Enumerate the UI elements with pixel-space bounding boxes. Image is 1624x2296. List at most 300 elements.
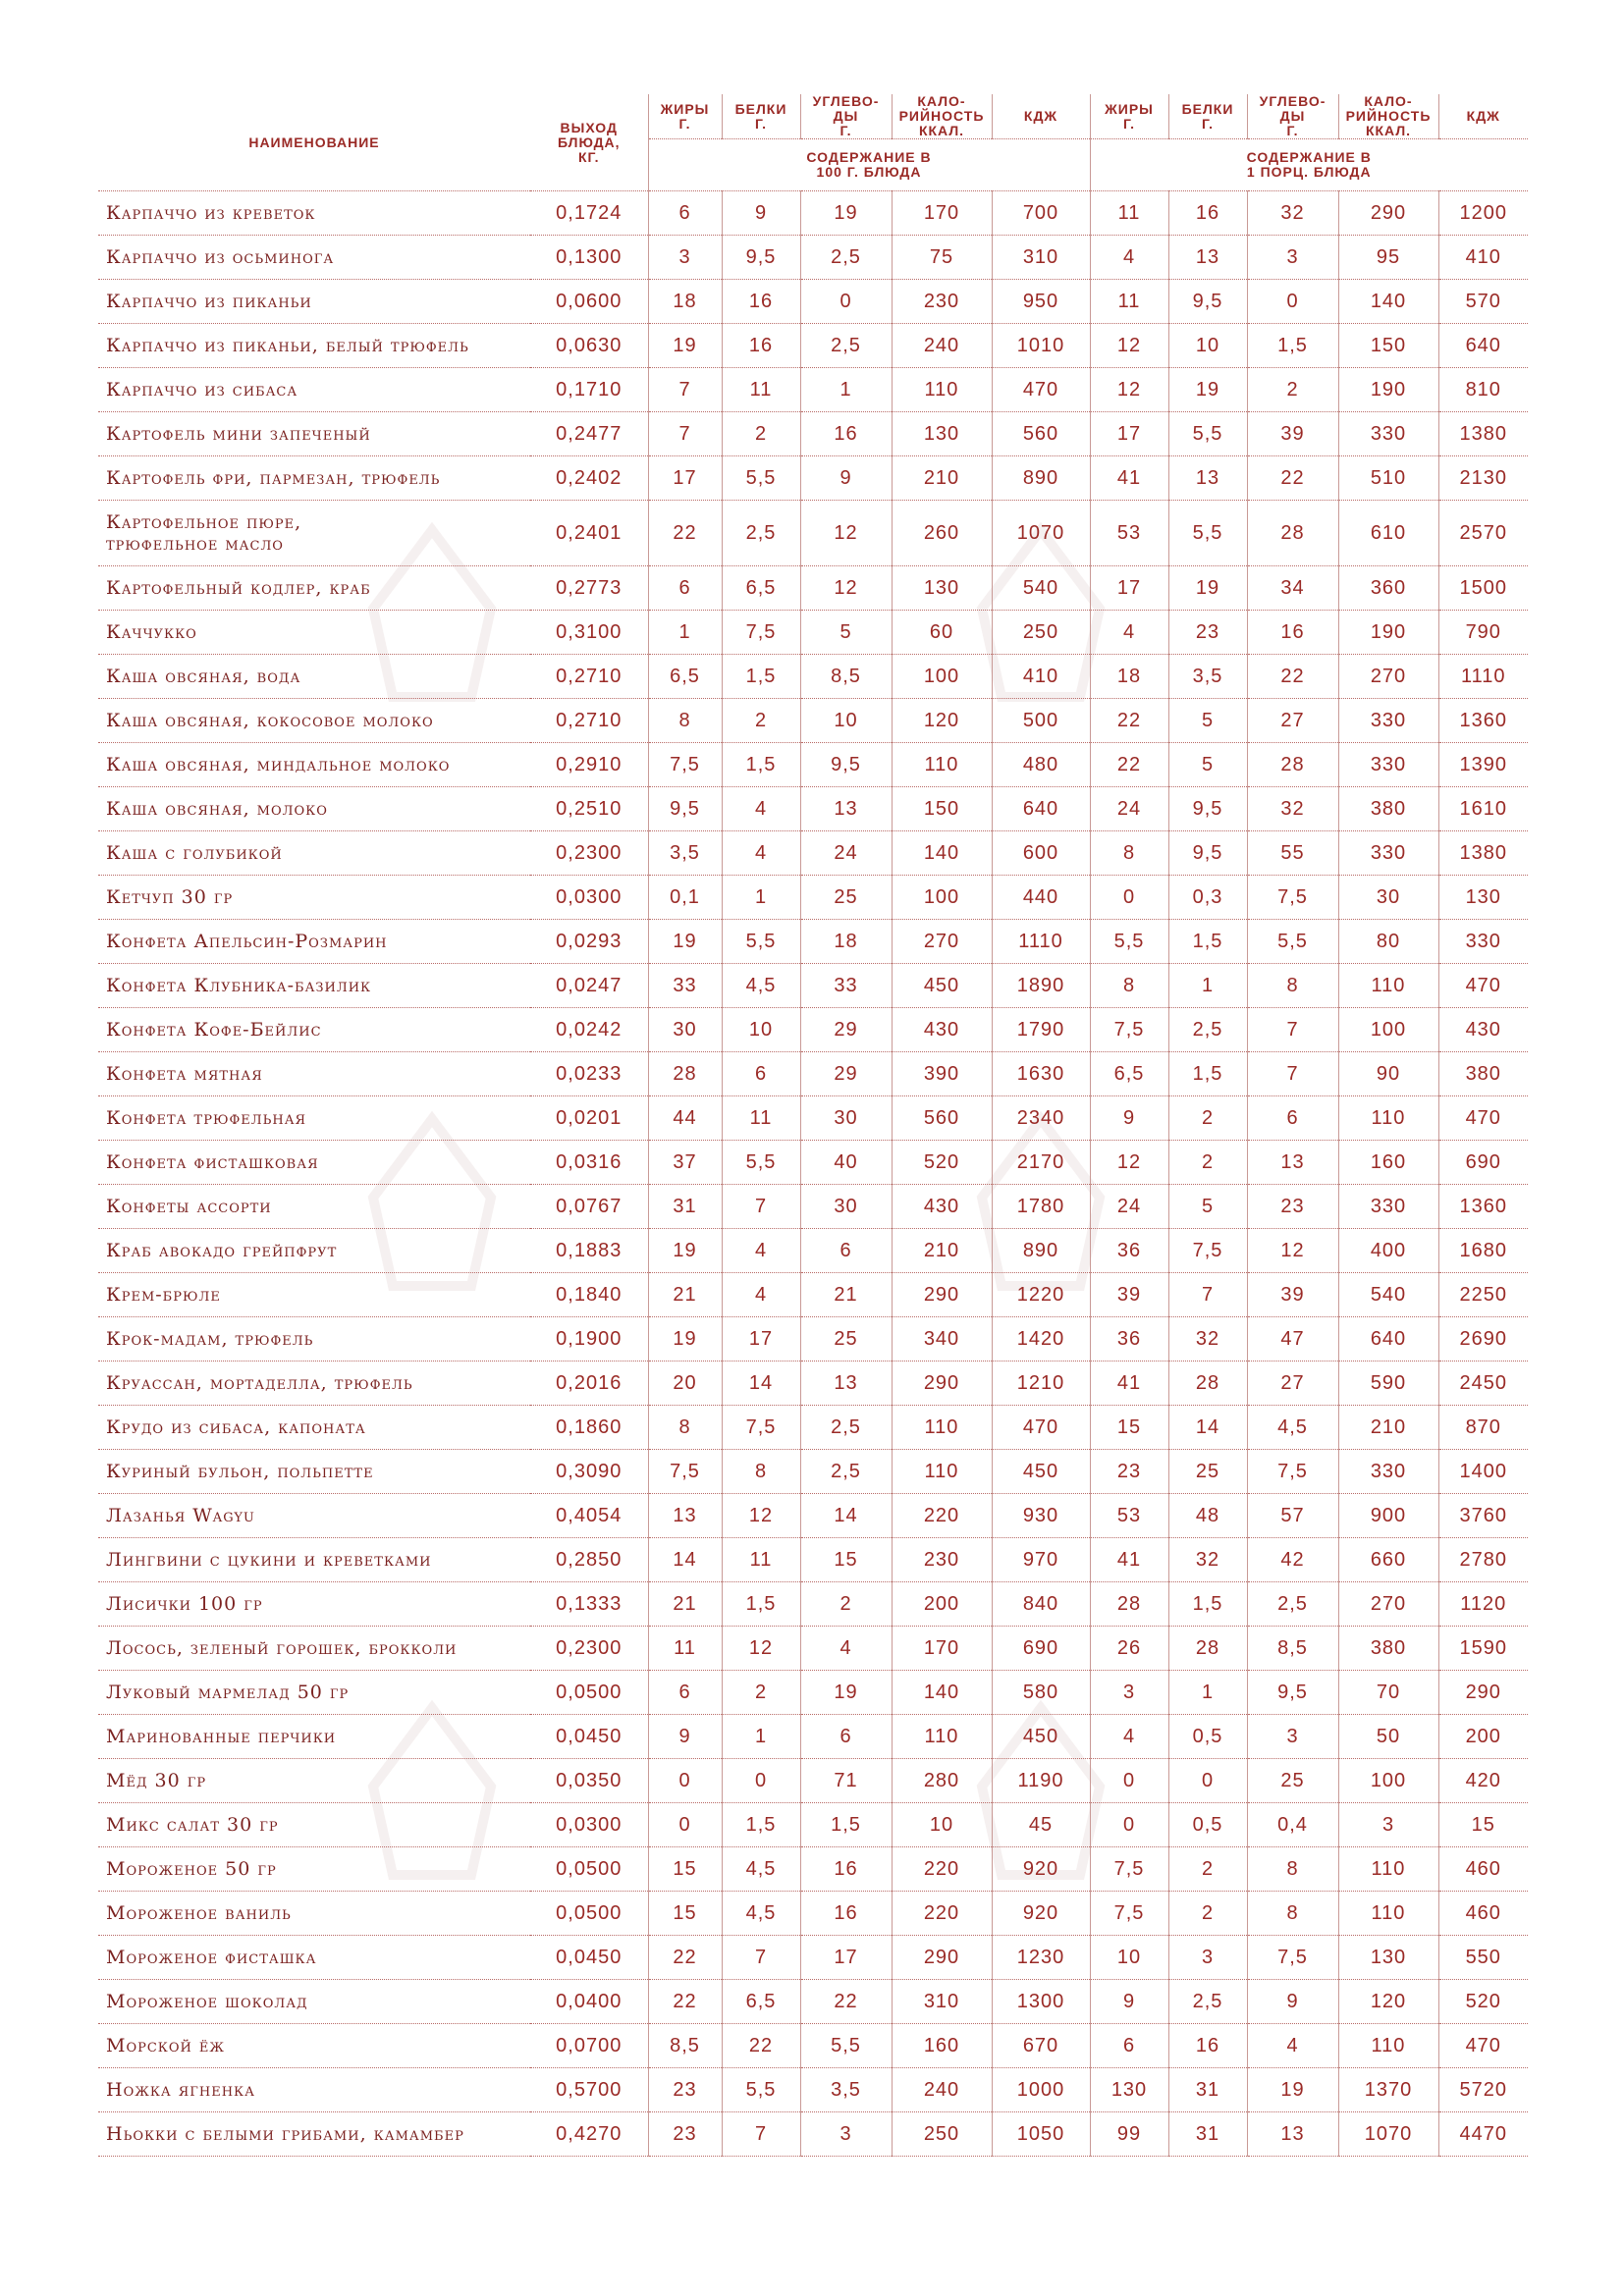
- table-row: [98, 1406, 1528, 1450]
- dish-name-cell: Ньокки с белыми грибами, камамбер: [98, 2112, 530, 2157]
- kj-portion-cell: 870: [1438, 1406, 1528, 1450]
- fat-portion-cell: 4: [1090, 611, 1168, 655]
- protein-portion-cell: 48: [1168, 1494, 1247, 1538]
- kcal-portion-cell: 70: [1338, 1671, 1438, 1715]
- table-row: [98, 368, 1528, 412]
- protein-100g-cell: 4: [722, 831, 800, 876]
- fat-portion-cell: 8: [1090, 964, 1168, 1008]
- yield-cell: 0,1333: [530, 1582, 648, 1627]
- yield-cell: 0,0767: [530, 1185, 648, 1229]
- fat-portion-cell: 0: [1090, 876, 1168, 920]
- dish-name-cell: Морской ёж: [98, 2024, 530, 2068]
- kj-portion-header: КДЖ: [1438, 94, 1528, 139]
- table-row: [98, 1627, 1528, 1671]
- fat-portion-cell: 4: [1090, 236, 1168, 280]
- protein-100g-cell: 6: [722, 1052, 800, 1096]
- protein-portion-cell: 7: [1168, 1273, 1247, 1317]
- carbs-portion-cell: 2,5: [1247, 1582, 1338, 1627]
- fat-100g-cell: 3,5: [648, 831, 722, 876]
- kcal-100g-cell: 200: [892, 1582, 992, 1627]
- table-row: [98, 1229, 1528, 1273]
- table-row: [98, 324, 1528, 368]
- protein-portion-cell: 2,5: [1168, 1008, 1247, 1052]
- protein-100g-cell: 4,5: [722, 964, 800, 1008]
- kj-100g-cell: 600: [992, 831, 1090, 876]
- protein-100g-cell: 16: [722, 280, 800, 324]
- kcal-100g-cell: 220: [892, 1494, 992, 1538]
- kcal-portion-cell: 610: [1338, 501, 1438, 566]
- fat-100g-cell: 18: [648, 280, 722, 324]
- kj-portion-cell: 1200: [1438, 191, 1528, 236]
- fat-portion-cell: 0: [1090, 1803, 1168, 1847]
- kj-portion-cell: 470: [1438, 1096, 1528, 1141]
- kcal-portion-cell: 590: [1338, 1362, 1438, 1406]
- fat-100g-cell: 3: [648, 236, 722, 280]
- kcal-portion-cell: 380: [1338, 787, 1438, 831]
- dish-name-cell: Куриный бульон, польпетте: [98, 1450, 530, 1494]
- carbs-100g-cell: 2,5: [800, 236, 892, 280]
- kcal-portion-cell: 95: [1338, 236, 1438, 280]
- protein-100g-cell: 11: [722, 1538, 800, 1582]
- kj-portion-cell: 1610: [1438, 787, 1528, 831]
- kj-portion-cell: 1110: [1438, 655, 1528, 699]
- dish-name-cell: Картофельное пюре, трюфельное масло: [98, 501, 530, 566]
- kcal-portion-cell: 110: [1338, 1892, 1438, 1936]
- yield-cell: 0,3100: [530, 611, 648, 655]
- protein-100g-cell: 4,5: [722, 1892, 800, 1936]
- fat-portion-cell: 12: [1090, 1141, 1168, 1185]
- kj-portion-cell: 3760: [1438, 1494, 1528, 1538]
- yield-cell: 0,0450: [530, 1715, 648, 1759]
- kcal-100g-cell: 210: [892, 1229, 992, 1273]
- yield-cell: 0,0242: [530, 1008, 648, 1052]
- dish-name-cell: Ножка ягненка: [98, 2068, 530, 2112]
- yield-cell: 0,2773: [530, 566, 648, 611]
- carbs-portion-cell: 5,5: [1247, 920, 1338, 964]
- protein-portion-cell: 5: [1168, 743, 1247, 787]
- kj-100g-cell: 580: [992, 1671, 1090, 1715]
- protein-100g-cell: 4: [722, 1229, 800, 1273]
- kcal-portion-cell: 1370: [1338, 2068, 1438, 2112]
- kj-portion-cell: 2130: [1438, 456, 1528, 501]
- table-row: [98, 1538, 1528, 1582]
- yield-cell: 0,2300: [530, 831, 648, 876]
- carbs-100g-cell: 5,5: [800, 2024, 892, 2068]
- table-row: [98, 964, 1528, 1008]
- carbs-portion-cell: 9,5: [1247, 1671, 1338, 1715]
- kcal-100g-cell: 170: [892, 1627, 992, 1671]
- fat-100g-cell: 7: [648, 368, 722, 412]
- table-row: [98, 1096, 1528, 1141]
- protein-100g-cell: 11: [722, 1096, 800, 1141]
- protein-portion-cell: 2: [1168, 1892, 1247, 1936]
- carbs-portion-cell: 39: [1247, 1273, 1338, 1317]
- dish-name-cell: Конфета мятная: [98, 1052, 530, 1096]
- carbs-portion-cell: 32: [1247, 787, 1338, 831]
- kcal-portion-cell: 190: [1338, 368, 1438, 412]
- dish-name-cell: Карпаччо из сибаса: [98, 368, 530, 412]
- fat-portion-cell: 7,5: [1090, 1847, 1168, 1892]
- kcal-100g-cell: 60: [892, 611, 992, 655]
- kj-100g-cell: 1890: [992, 964, 1090, 1008]
- fat-portion-cell: 24: [1090, 1185, 1168, 1229]
- carbs-100g-cell: 3,5: [800, 2068, 892, 2112]
- kj-100g-cell: 450: [992, 1715, 1090, 1759]
- carbs-100g-cell: 12: [800, 566, 892, 611]
- kj-portion-cell: 410: [1438, 236, 1528, 280]
- fat-100g-cell: 37: [648, 1141, 722, 1185]
- kj-100g-cell: 1190: [992, 1759, 1090, 1803]
- kj-portion-cell: 4470: [1438, 2112, 1528, 2157]
- fat-100g-cell: 8: [648, 699, 722, 743]
- kcal-100g-cell: 340: [892, 1317, 992, 1362]
- table-row: [98, 1803, 1528, 1847]
- dish-name-cell: Карпаччо из креветок: [98, 191, 530, 236]
- table-row: [98, 1936, 1528, 1980]
- fat-portion-header: ЖИРЫ Г.: [1090, 94, 1168, 139]
- protein-portion-cell: 2: [1168, 1847, 1247, 1892]
- kcal-portion-cell: 330: [1338, 743, 1438, 787]
- dish-name-cell: Лазанья Wagyu: [98, 1494, 530, 1538]
- yield-cell: 0,2401: [530, 501, 648, 566]
- carbs-100g-cell: 2,5: [800, 1406, 892, 1450]
- kj-portion-cell: 570: [1438, 280, 1528, 324]
- kj-portion-cell: 1360: [1438, 1185, 1528, 1229]
- fat-portion-cell: 12: [1090, 324, 1168, 368]
- protein-portion-cell: 1,5: [1168, 1052, 1247, 1096]
- protein-portion-cell: 19: [1168, 566, 1247, 611]
- kcal-100g-cell: 430: [892, 1008, 992, 1052]
- table-row: [98, 1759, 1528, 1803]
- protein-100g-cell: 10: [722, 1008, 800, 1052]
- protein-portion-cell: 13: [1168, 456, 1247, 501]
- fat-portion-cell: 12: [1090, 368, 1168, 412]
- kj-portion-cell: 550: [1438, 1936, 1528, 1980]
- kcal-portion-cell: 100: [1338, 1759, 1438, 1803]
- protein-100g-cell: 4: [722, 787, 800, 831]
- kj-portion-cell: 2250: [1438, 1273, 1528, 1317]
- kj-portion-cell: 1500: [1438, 566, 1528, 611]
- kj-portion-cell: 5720: [1438, 2068, 1528, 2112]
- fat-portion-cell: 8: [1090, 831, 1168, 876]
- protein-portion-cell: 31: [1168, 2112, 1247, 2157]
- protein-100g-cell: 5,5: [722, 2068, 800, 2112]
- fat-100g-cell: 13: [648, 1494, 722, 1538]
- protein-100g-cell: 7,5: [722, 611, 800, 655]
- kcal-portion-cell: 140: [1338, 280, 1438, 324]
- kcal-portion-cell: 110: [1338, 1096, 1438, 1141]
- yield-cell: 0,2300: [530, 1627, 648, 1671]
- protein-100g-cell: 2: [722, 412, 800, 456]
- protein-portion-cell: 3,5: [1168, 655, 1247, 699]
- carbs-100g-cell: 17: [800, 1936, 892, 1980]
- table-row: [98, 2112, 1528, 2157]
- fat-100g-cell: 15: [648, 1847, 722, 1892]
- kcal-portion-cell: 110: [1338, 964, 1438, 1008]
- protein-100g-cell: 1,5: [722, 1803, 800, 1847]
- kcal-100g-header: КАЛО- РИЙНОСТЬ ККАЛ.: [892, 94, 992, 139]
- carbs-100g-cell: 14: [800, 1494, 892, 1538]
- dish-name-cell: Картофельный кодлер, краб: [98, 566, 530, 611]
- carbs-100g-cell: 2,5: [800, 1450, 892, 1494]
- dish-name-cell: Картофель фри, пармезан, трюфель: [98, 456, 530, 501]
- table-row: [98, 280, 1528, 324]
- protein-100g-cell: 4,5: [722, 1847, 800, 1892]
- kj-100g-cell: 470: [992, 1406, 1090, 1450]
- fat-100g-cell: 0: [648, 1759, 722, 1803]
- carbs-portion-cell: 23: [1247, 1185, 1338, 1229]
- fat-portion-cell: 22: [1090, 699, 1168, 743]
- dish-name-cell: Конфета Апельсин-Розмарин: [98, 920, 530, 964]
- protein-100g-cell: 5,5: [722, 1141, 800, 1185]
- table-row: [98, 611, 1528, 655]
- kcal-portion-cell: 510: [1338, 456, 1438, 501]
- carbs-portion-cell: 2: [1247, 368, 1338, 412]
- fat-100g-cell: 22: [648, 1936, 722, 1980]
- dish-name-cell: Карпаччо из осьминога: [98, 236, 530, 280]
- kcal-100g-cell: 160: [892, 2024, 992, 2068]
- protein-portion-cell: 2: [1168, 1141, 1247, 1185]
- kcal-100g-cell: 120: [892, 699, 992, 743]
- protein-portion-cell: 5: [1168, 1185, 1247, 1229]
- carbs-portion-cell: 1,5: [1247, 324, 1338, 368]
- carbs-100g-cell: 30: [800, 1096, 892, 1141]
- kj-100g-cell: 970: [992, 1538, 1090, 1582]
- kcal-100g-cell: 450: [892, 964, 992, 1008]
- dish-name-cell: Маринованные перчики: [98, 1715, 530, 1759]
- yield-cell: 0,0293: [530, 920, 648, 964]
- kj-100g-cell: 1630: [992, 1052, 1090, 1096]
- kcal-portion-cell: 330: [1338, 1185, 1438, 1229]
- fat-portion-cell: 99: [1090, 2112, 1168, 2157]
- carbs-portion-cell: 3: [1247, 1715, 1338, 1759]
- protein-100g-cell: 5,5: [722, 920, 800, 964]
- dish-name-cell: Микс салат 30 гр: [98, 1803, 530, 1847]
- dish-name-cell: Карпаччо из пиканьи: [98, 280, 530, 324]
- fat-100g-cell: 6: [648, 1671, 722, 1715]
- kj-100g-cell: 1780: [992, 1185, 1090, 1229]
- protein-100g-cell: 1: [722, 1715, 800, 1759]
- kcal-portion-cell: 210: [1338, 1406, 1438, 1450]
- table-row: [98, 1052, 1528, 1096]
- kcal-100g-cell: 260: [892, 501, 992, 566]
- kj-100g-cell: 450: [992, 1450, 1090, 1494]
- fat-portion-cell: 6: [1090, 2024, 1168, 2068]
- kcal-100g-cell: 110: [892, 1406, 992, 1450]
- kj-100g-cell: 1790: [992, 1008, 1090, 1052]
- dish-name-cell: Крудо из сибаса, капоната: [98, 1406, 530, 1450]
- yield-cell: 0,0500: [530, 1892, 648, 1936]
- table-row: [98, 191, 1528, 236]
- kcal-portion-cell: 1070: [1338, 2112, 1438, 2157]
- kcal-portion-cell: 110: [1338, 1847, 1438, 1892]
- yield-cell: 0,4270: [530, 2112, 648, 2157]
- table-row: [98, 655, 1528, 699]
- dish-name-cell: Лосось, зеленый горошек, брокколи: [98, 1627, 530, 1671]
- carbs-100g-cell: 12: [800, 501, 892, 566]
- carbs-portion-cell: 19: [1247, 2068, 1338, 2112]
- kj-portion-cell: 2450: [1438, 1362, 1528, 1406]
- kj-100g-cell: 700: [992, 191, 1090, 236]
- kj-portion-cell: 460: [1438, 1892, 1528, 1936]
- kcal-100g-cell: 280: [892, 1759, 992, 1803]
- kcal-portion-cell: 290: [1338, 191, 1438, 236]
- carbs-portion-cell: 57: [1247, 1494, 1338, 1538]
- kcal-portion-cell: 660: [1338, 1538, 1438, 1582]
- fat-portion-cell: 36: [1090, 1317, 1168, 1362]
- dish-name-cell: Лисички 100 гр: [98, 1582, 530, 1627]
- fat-100g-cell: 30: [648, 1008, 722, 1052]
- kcal-portion-header: КАЛО- РИЙНОСТЬ ККАЛ.: [1338, 94, 1438, 139]
- fat-portion-cell: 36: [1090, 1229, 1168, 1273]
- carbs-portion-cell: 22: [1247, 655, 1338, 699]
- per-100g-group-header: СОДЕРЖАНИЕ В 100 Г. БЛЮДА: [648, 139, 1090, 191]
- yield-cell: 0,4054: [530, 1494, 648, 1538]
- carbs-portion-cell: 0: [1247, 280, 1338, 324]
- fat-portion-cell: 15: [1090, 1406, 1168, 1450]
- kcal-100g-cell: 130: [892, 566, 992, 611]
- fat-100g-cell: 23: [648, 2068, 722, 2112]
- yield-column-header: ВЫХОД БЛЮДА, КГ.: [530, 94, 648, 191]
- yield-cell: 0,2510: [530, 787, 648, 831]
- fat-portion-cell: 17: [1090, 566, 1168, 611]
- yield-cell: 0,0700: [530, 2024, 648, 2068]
- kcal-portion-cell: 330: [1338, 699, 1438, 743]
- kcal-portion-cell: 100: [1338, 1008, 1438, 1052]
- kj-100g-cell: 640: [992, 787, 1090, 831]
- protein-portion-cell: 0,3: [1168, 876, 1247, 920]
- kcal-100g-cell: 520: [892, 1141, 992, 1185]
- dish-name-cell: Круассан, мортаделла, трюфель: [98, 1362, 530, 1406]
- kj-100g-cell: 250: [992, 611, 1090, 655]
- kj-100g-cell: 1300: [992, 1980, 1090, 2024]
- yield-cell: 0,0500: [530, 1847, 648, 1892]
- protein-portion-cell: 2,5: [1168, 1980, 1247, 2024]
- kj-portion-cell: 640: [1438, 324, 1528, 368]
- protein-100g-cell: 9: [722, 191, 800, 236]
- fat-portion-cell: 26: [1090, 1627, 1168, 1671]
- carbs-100g-cell: 30: [800, 1185, 892, 1229]
- kcal-portion-cell: 110: [1338, 2024, 1438, 2068]
- fat-portion-cell: 9: [1090, 1096, 1168, 1141]
- fat-100g-cell: 20: [648, 1362, 722, 1406]
- fat-portion-cell: 41: [1090, 1538, 1168, 1582]
- kcal-100g-cell: 240: [892, 2068, 992, 2112]
- kj-100g-cell: 410: [992, 655, 1090, 699]
- kj-100g-cell: 890: [992, 456, 1090, 501]
- fat-portion-cell: 11: [1090, 280, 1168, 324]
- carbs-100g-cell: 2: [800, 1582, 892, 1627]
- carbs-portion-cell: 4: [1247, 2024, 1338, 2068]
- protein-portion-cell: 32: [1168, 1317, 1247, 1362]
- kcal-portion-cell: 640: [1338, 1317, 1438, 1362]
- kcal-100g-cell: 140: [892, 1671, 992, 1715]
- kcal-100g-cell: 110: [892, 1450, 992, 1494]
- protein-portion-cell: 23: [1168, 611, 1247, 655]
- table-row: [98, 2024, 1528, 2068]
- fat-portion-cell: 7,5: [1090, 1892, 1168, 1936]
- protein-portion-cell: 10: [1168, 324, 1247, 368]
- table-row: [98, 1141, 1528, 1185]
- yield-cell: 0,2910: [530, 743, 648, 787]
- protein-100g-cell: 17: [722, 1317, 800, 1362]
- fat-portion-cell: 39: [1090, 1273, 1168, 1317]
- kcal-portion-cell: 270: [1338, 1582, 1438, 1627]
- table-row: [98, 1494, 1528, 1538]
- kj-100g-cell: 1420: [992, 1317, 1090, 1362]
- kcal-portion-cell: 160: [1338, 1141, 1438, 1185]
- protein-100g-cell: 12: [722, 1627, 800, 1671]
- per-portion-group-header: СОДЕРЖАНИЕ В 1 ПОРЦ. БЛЮДА: [1090, 139, 1528, 191]
- kj-portion-cell: 330: [1438, 920, 1528, 964]
- fat-100g-cell: 22: [648, 501, 722, 566]
- kj-100g-cell: 500: [992, 699, 1090, 743]
- nutrition-table-page: [98, 94, 1528, 2157]
- kj-portion-cell: 290: [1438, 1671, 1528, 1715]
- kcal-100g-cell: 230: [892, 1538, 992, 1582]
- yield-cell: 0,0201: [530, 1096, 648, 1141]
- fat-portion-cell: 17: [1090, 412, 1168, 456]
- kcal-100g-cell: 100: [892, 655, 992, 699]
- kj-portion-cell: 1400: [1438, 1450, 1528, 1494]
- protein-100g-cell: 2,5: [722, 501, 800, 566]
- fat-100g-cell: 44: [648, 1096, 722, 1141]
- carbs-portion-cell: 8,5: [1247, 1627, 1338, 1671]
- kj-portion-cell: 520: [1438, 1980, 1528, 2024]
- carbs-100g-cell: 21: [800, 1273, 892, 1317]
- carbs-portion-cell: 7: [1247, 1008, 1338, 1052]
- kcal-portion-cell: 380: [1338, 1627, 1438, 1671]
- table-row: [98, 1008, 1528, 1052]
- kj-portion-cell: 1590: [1438, 1627, 1528, 1671]
- kcal-100g-cell: 220: [892, 1892, 992, 1936]
- yield-cell: 0,0600: [530, 280, 648, 324]
- fat-100g-cell: 19: [648, 1229, 722, 1273]
- carbs-100g-cell: 3: [800, 2112, 892, 2157]
- protein-portion-cell: 9,5: [1168, 831, 1247, 876]
- fat-portion-cell: 24: [1090, 787, 1168, 831]
- kcal-100g-cell: 150: [892, 787, 992, 831]
- kj-100g-cell: 45: [992, 1803, 1090, 1847]
- kj-portion-cell: 460: [1438, 1847, 1528, 1892]
- protein-portion-header: БЕЛКИ Г.: [1168, 94, 1247, 139]
- kcal-portion-cell: 130: [1338, 1936, 1438, 1980]
- dish-name-cell: Конфета фисташковая: [98, 1141, 530, 1185]
- table-row: [98, 1671, 1528, 1715]
- protein-portion-cell: 1,5: [1168, 1582, 1247, 1627]
- yield-cell: 0,0233: [530, 1052, 648, 1096]
- dish-name-cell: Каша овсяная, миндальное молоко: [98, 743, 530, 787]
- kcal-100g-cell: 270: [892, 920, 992, 964]
- carbs-portion-cell: 13: [1247, 2112, 1338, 2157]
- protein-100g-cell: 6,5: [722, 566, 800, 611]
- kcal-100g-cell: 230: [892, 280, 992, 324]
- kcal-portion-cell: 80: [1338, 920, 1438, 964]
- carbs-portion-cell: 47: [1247, 1317, 1338, 1362]
- protein-portion-cell: 0,5: [1168, 1803, 1247, 1847]
- kcal-100g-cell: 290: [892, 1362, 992, 1406]
- carbs-100g-cell: 40: [800, 1141, 892, 1185]
- protein-100g-cell: 1,5: [722, 1582, 800, 1627]
- kj-portion-cell: 420: [1438, 1759, 1528, 1803]
- kcal-100g-cell: 560: [892, 1096, 992, 1141]
- table-row: [98, 1582, 1528, 1627]
- yield-cell: 0,1300: [530, 236, 648, 280]
- kj-100g-header: КДЖ: [992, 94, 1090, 139]
- kj-portion-cell: 1360: [1438, 699, 1528, 743]
- carbs-100g-cell: 18: [800, 920, 892, 964]
- kj-portion-cell: 1380: [1438, 412, 1528, 456]
